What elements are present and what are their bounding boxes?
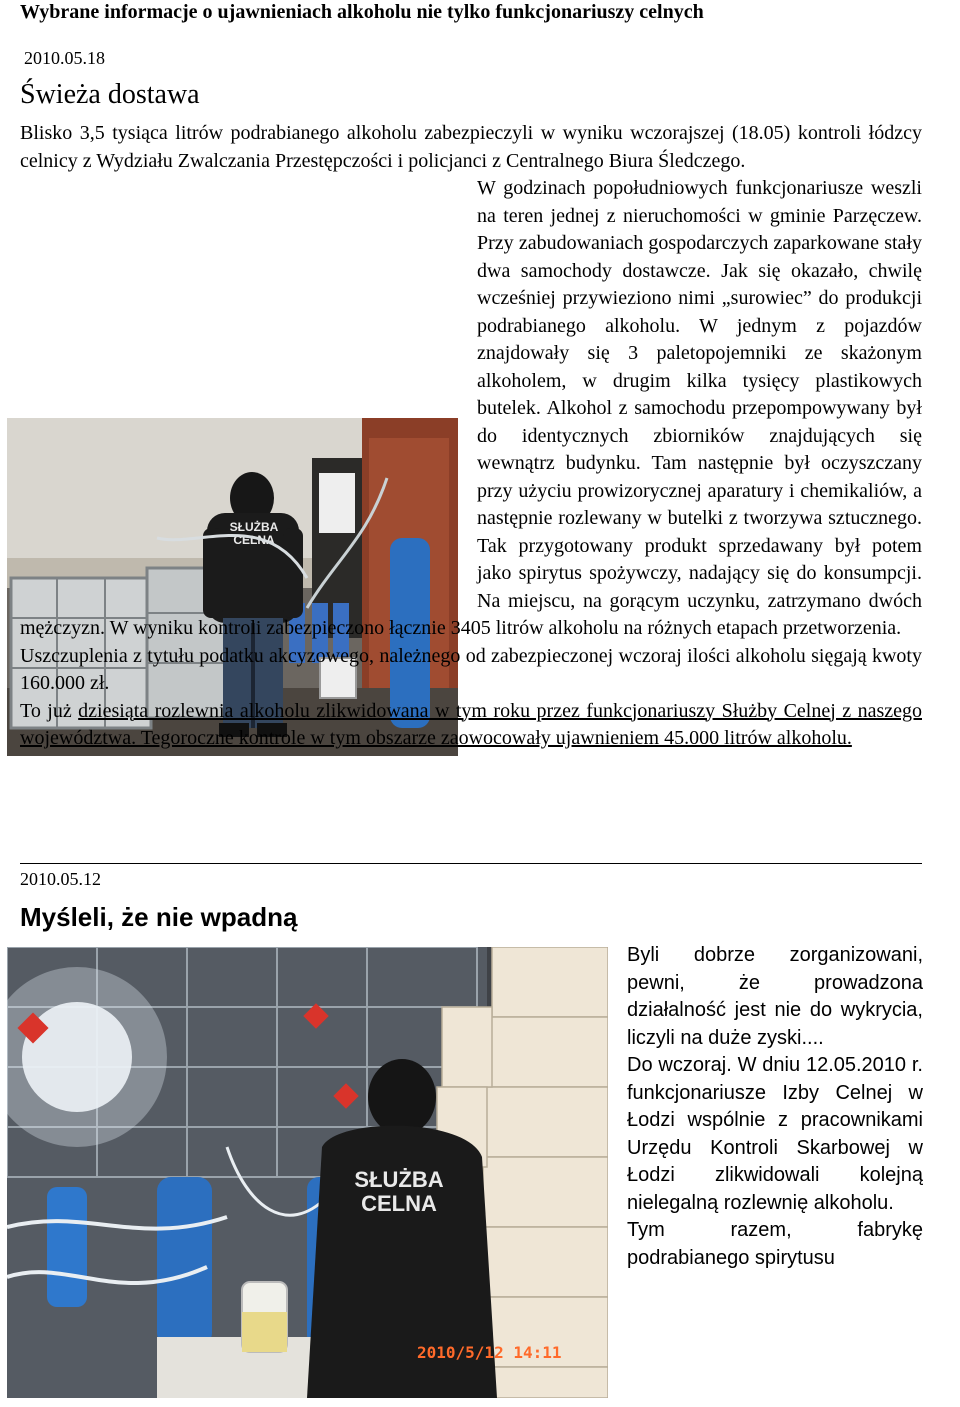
article1-body <box>20 120 922 753</box>
article1-paragraph: Blisko 3,5 tysiąca litrów podrabianego alkoholu zabezpieczyli w wyniku wczorajszej (18.05) kontroli łódzcy celnicy z Wydziału Zwalczania Przestępczości i policjanci z Centralnego Biura Śledczego. <box>20 122 922 172</box>
article2-photo <box>7 947 608 1398</box>
article1-paragraph: To już dziesiąta rozlewnia alkoholu zlikwidowana w tym roku przez funkcjonariuszy Służby Celnej z naszego województwa. Tegoroczne kontrole w tym obszarze zaowocowały ujawnieniem 45.000 litrów alkoholu. <box>20 699 922 749</box>
article1-paragraph: Uszczuplenia z tytułu podatku akcyzowego, należnego od zabezpieczonej wczoraj ilości alkoholu sięgają kwoty 160.000 zł. <box>20 644 922 694</box>
document-title: Wybrane informacje o ujawnieniach alkoholu nie tylko funkcjonariuszy celnych <box>20 1 704 23</box>
article2-photo-label: SŁUŻBA <box>354 1167 444 1192</box>
photo-timestamp: 2010/5/12 14:11 <box>417 1343 562 1362</box>
article1-paragraph: W godzinach popołudniowych funkcjonariusze weszli na teren jednej z nieruchomości w gminie Parzęczew. Przy zabudowaniach gospodarczych zaparkowane stały dwa samochody dostawcze. Jak się okazało, chwilę wcześniej przywieziono nimi „surowiec” do produkcji podrabianego alkoholu. W jednym z pojazdów znajdowały się 3 paletopojemniki ze skażonym alkoholem, w drugim kilka tysięcy plastikowych butelek. Alkohol z samochodu przepompowywany był do identycznych zbiorników znajdujących się wewnątrz budynku. Tam następnie był oczyszczany przy użyciu prowizorycznej aparatury i chemikaliów, a następnie rozlewany w butelki z tworzywa sztucznego. Tak przygotowany produkt sprzedawany był potem jako spirytus spożywczy, nadający się do konsumpcji. Na miejscu, na gorącym uczynku, zatrzymano dwóch mężczyzn. W wyniku kontroli zabezpieczono łącznie 3405 litrów alkoholu na różnych etapach przetworzenia. <box>20 177 922 639</box>
article1-date: 2010.05.18 <box>24 48 105 68</box>
article1-heading: Świeża dostawa <box>20 79 200 110</box>
article2-paragraph: Tym razem, fabrykę podrabianego spirytusu <box>627 1219 923 1269</box>
article2-paragraph: Byli dobrze zorganizowani, pewni, że prowadzona działalność jest nie do wykrycia, liczyli na duże zyski.... <box>627 944 923 1049</box>
article1-link[interactable]: dziesiąta rozlewnia alkoholu zlikwidowana w tym roku przez funkcjonariuszy Służby Celnej z naszego województwa. Tegoroczne kontrole w tym obszarze zaowocowały ujawnieniem 45.000 litrów alkoholu. <box>20 699 922 749</box>
article2-heading: Myśleli, że nie wpadną <box>20 902 298 932</box>
article2-paragraph: Do wczoraj. W dniu 12.05.2010 r. funkcjonariusze Izby Celnej w Łodzi wspólnie z pracownikami Urzędu Kontroli Skarbowej w Łodzi zlikwidowali kolejną nielegalną rozlewnię alkoholu. <box>627 1054 923 1214</box>
article2-date: 2010.05.12 <box>20 869 101 889</box>
article2-body <box>627 942 923 1272</box>
article1-photo-label: SŁUŻBA <box>229 520 279 534</box>
section-divider <box>20 863 922 864</box>
article2-photo-label-2: CELNA <box>361 1191 437 1216</box>
photo-float-spacer <box>20 193 477 603</box>
article1-photo-label-2: CELNA <box>233 533 275 547</box>
